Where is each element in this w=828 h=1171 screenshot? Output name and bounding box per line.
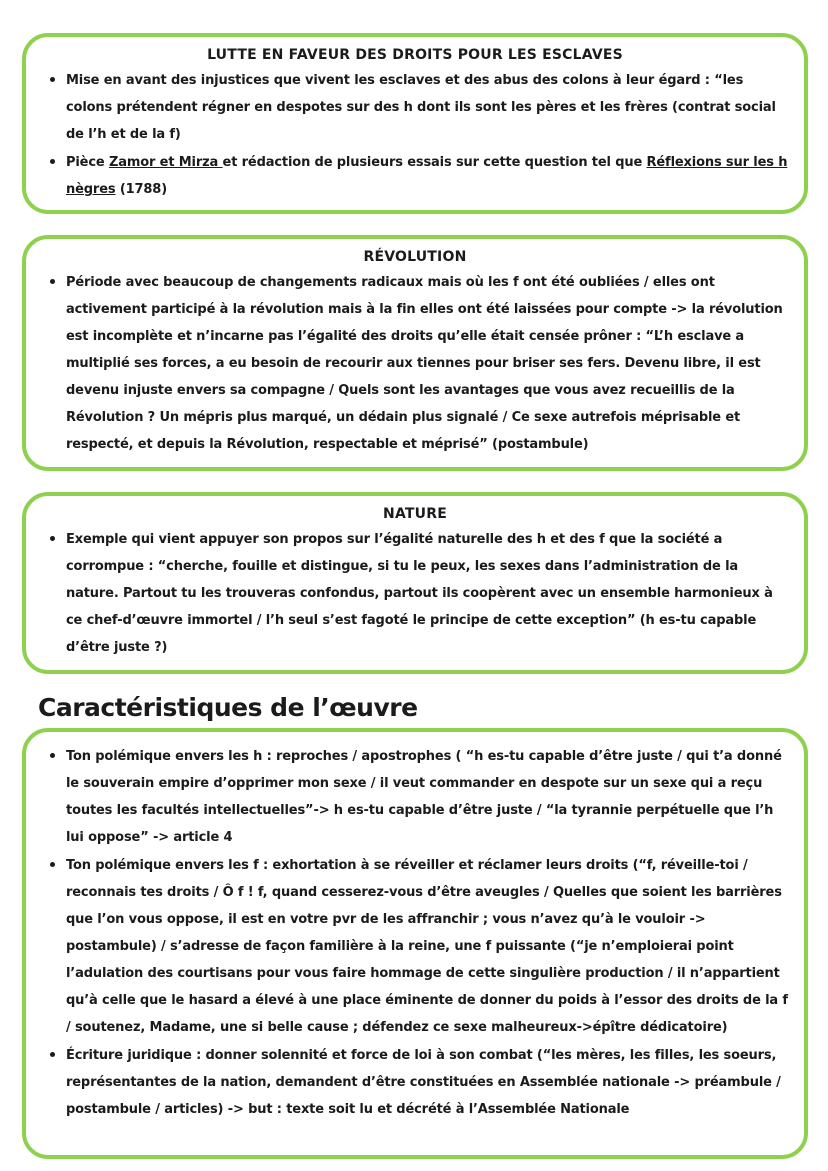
- box-title-esclaves: LUTTE EN FAVEUR DES DROITS POUR LES ESCLAVES: [207, 47, 623, 63]
- bullet-text: Ton polémique envers les f : exhortation à se réveiller et réclamer leurs droits (“f, réveille-toi / reconnais tes droits / Ô f ! f, quand cesserez-vous d’être aveugles / Quelles que soient les barrières que l’on vous oppose, il est en votre pvr de les affranchir ; vous n’avez qu’à le vouloir -> postambule) / s’adresse de façon familière à la reine, une f puissante (“je n’emploierai point l’adulation des courtisans pour vous faire hommage de cette singulière production / il n’appartient qu’à celle que le hasard a élevé à une place éminente de donner du poids à l’essor des droits de la f / soutenez, Madame, une si belle cause ; défendez ce sexe malheureux->épître dédicatoire): [66, 858, 788, 1035]
- bullet-list-nature: [40, 525, 790, 661]
- bullet-list-esclaves: [40, 66, 790, 203]
- bullet-text: Écriture juridique : donner solennité et force de loi à son combat (“les mères, les filles, les soeurs, représentantes de la nation, demandent d’être constituées en Assemblée nationale -> préambule / postambule / articles) -> but : texte soit lu et décrété à l’Assemblée Nationale: [66, 1048, 781, 1117]
- bullet-ton-polemique-femmes: [66, 851, 790, 1041]
- play-title-zamor-et-mirza: Zamor et Mirza: [108, 155, 223, 170]
- bullet-ton-polemique-hommes: [66, 742, 790, 851]
- essay-title-reflexions: Réflexions sur les h nègres: [66, 155, 788, 197]
- section-heading: Caractéristiques de l’œuvre: [38, 693, 418, 722]
- bullet-list-caracteristiques: [40, 742, 790, 1123]
- box-revolution: [22, 235, 808, 471]
- bullet-nature-1: [66, 525, 790, 661]
- bullet-text: (1788): [115, 182, 167, 197]
- bullet-text: et rédaction de plusieurs essais sur cette question tel que: [222, 155, 647, 170]
- bullet-list-revolution: [40, 268, 790, 458]
- bullet-esclaves-1: [66, 66, 790, 148]
- bullet-revolution-1: [66, 268, 790, 458]
- bullet-text: Mise en avant des injustices que vivent les esclaves et des abus des colons à leur égard : “les colons prétendent régner en despotes sur des h dont ils sont les pères et les frères (contrat social de l’h et de la f): [66, 73, 776, 142]
- box-title-nature: NATURE: [383, 506, 447, 522]
- box-title-revolution: RÉVOLUTION: [363, 249, 467, 265]
- bullet-esclaves-2: [66, 148, 790, 203]
- bullet-ecriture-juridique: [66, 1041, 790, 1123]
- bullet-text: Exemple qui vient appuyer son propos sur l’égalité naturelle des h et des f que la société a corrompue : “cherche, fouille et distingue, si tu le peux, les sexes dans l’administration de la nature. Partout tu les trouveras confondus, partout ils coopèrent avec un ensemble harmonieux à ce chef-d’œuvre immortel / l’h seul s’est fagoté le principe de cette exception” (h es-tu capable d’être juste ?): [66, 532, 773, 655]
- box-esclaves: [22, 33, 808, 214]
- bullet-text: Pièce: [66, 155, 109, 170]
- bullet-text: Ton polémique envers les h : reproches / apostrophes ( “h es-tu capable d’être juste / qui t’a donné le souverain empire d’opprimer mon sexe / il veut commander en despote sur un sexe qui a reçu toutes les facultés intellectuelles”-> h es-tu capable d’être juste / “la tyrannie perpétuelle que l’h lui oppose” -> article 4: [66, 749, 782, 845]
- box-nature: [22, 492, 808, 674]
- bullet-text: Période avec beaucoup de changements radicaux mais où les f ont été oubliées / elles ont activement participé à la révolution mais à la fin elles ont été laissées pour compte -> la révolution est incomplète et n’incarne pas l’égalité des droits qu’elle était censée prôner : “L’h esclave a multiplié ses forces, a eu besoin de recourir aux tiennes pour briser ses fers. Devenu libre, il est devenu injuste envers sa compagne / Quels sont les avantages que vous avez recueillis de la Révolution ? Un mépris plus marqué, un dédain plus signalé / Ce sexe autrefois méprisable et respecté, et depuis la Révolution, respectable et méprisé” (postambule): [66, 275, 783, 452]
- box-caracteristiques: [22, 728, 808, 1159]
